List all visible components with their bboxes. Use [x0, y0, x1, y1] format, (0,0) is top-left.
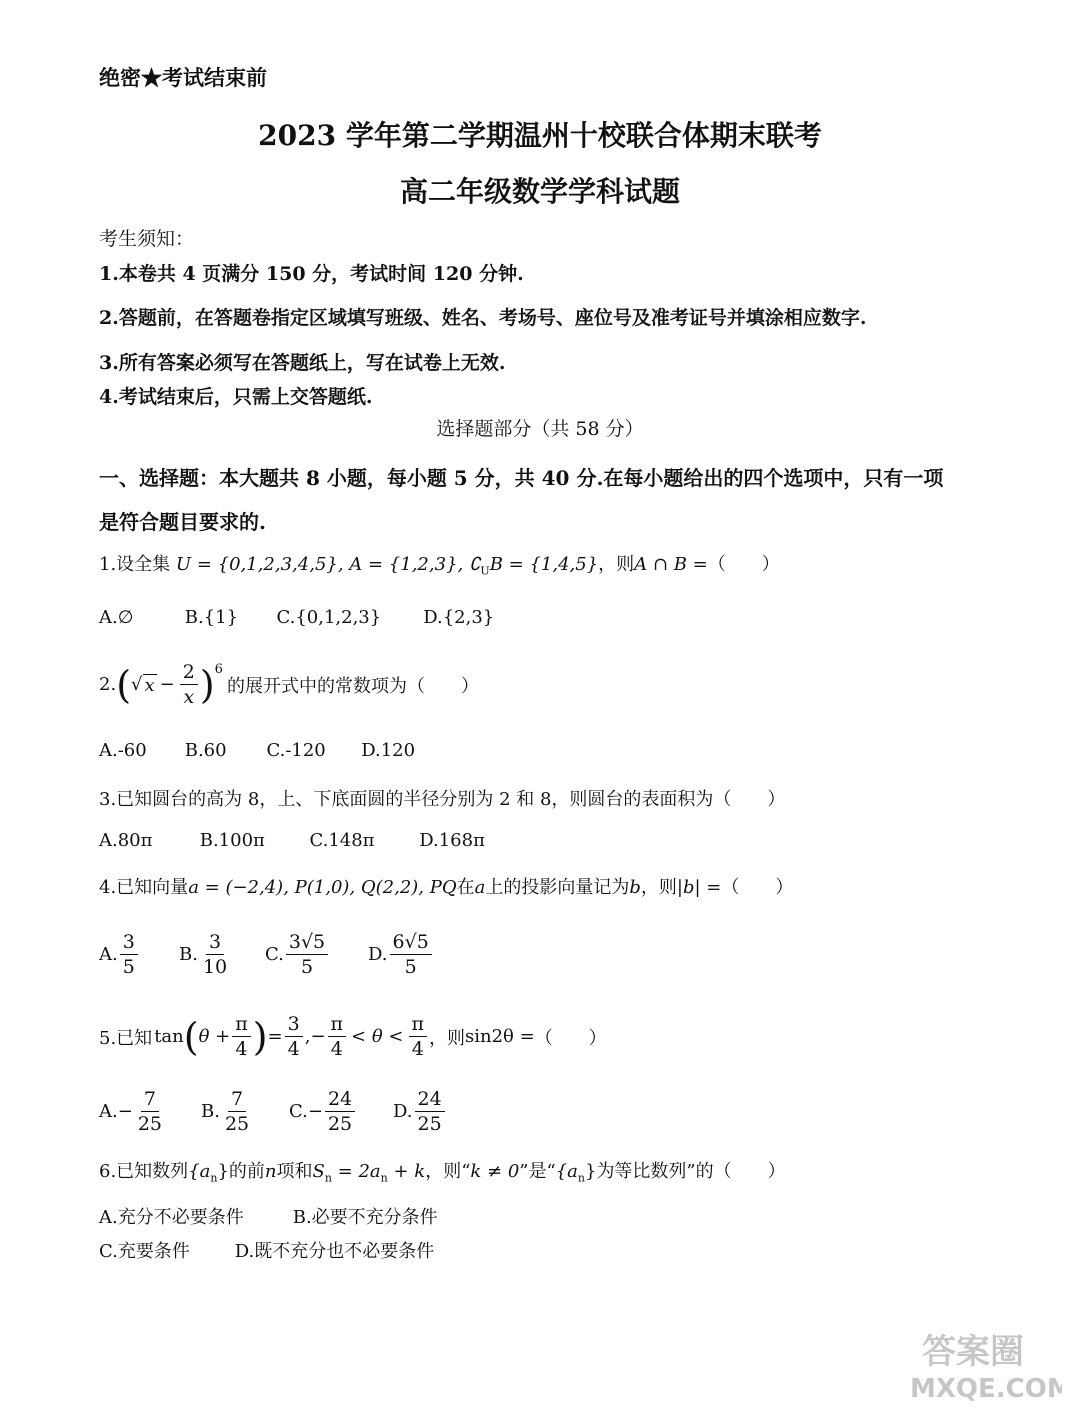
q6-text: ”是“ — [519, 1161, 556, 1182]
q2-fraction — [180, 660, 198, 709]
variable-n: n — [264, 1161, 277, 1182]
option-c: C.148π — [309, 830, 375, 851]
exam-subtitle: 高二年级数学学科试题 — [399, 175, 680, 208]
option-b — [179, 930, 265, 979]
fraction-numerator: π — [232, 1012, 251, 1037]
fraction-denominator: 25 — [327, 1113, 353, 1135]
watermark-site: MXQE.COM — [910, 1374, 1062, 1403]
answer-blank: （ ） — [721, 877, 794, 898]
option-d: D.既不充分也不必要条件 — [234, 1241, 435, 1262]
notice-item: 1.本卷共 4 页满分 150 分，考试时间 120 分钟. — [99, 263, 524, 285]
option-fraction — [415, 1087, 445, 1136]
q1-options — [99, 607, 494, 628]
part-one-instructions-cont: 是符合题目要求的. — [99, 510, 266, 534]
subscript-n: n — [210, 1171, 218, 1185]
fraction-numerator: 7 — [141, 1087, 159, 1112]
equals: = — [267, 1026, 283, 1047]
option-d — [393, 1087, 447, 1136]
q1-stem: 1.设全集 — [99, 554, 171, 575]
notice-item: 3.所有答案必须写在答题纸上，写在试卷上无效. — [99, 352, 506, 374]
fraction-denominator: 10 — [202, 956, 228, 978]
fraction-denominator: 25 — [137, 1113, 163, 1135]
right-paren: ) — [252, 1014, 268, 1059]
option-b: B.100π — [199, 830, 265, 851]
fraction-denominator: 5 — [122, 956, 135, 978]
watermark-graphic — [892, 1325, 1062, 1403]
q4-ask: |b| = — [676, 877, 722, 898]
q2-number: 2. — [99, 674, 117, 695]
option-d: D.120 — [361, 740, 416, 761]
q3-options — [99, 830, 485, 851]
question-6 — [99, 1157, 786, 1185]
option-fraction — [222, 1087, 252, 1136]
exam-title: 2023 学年第二学期温州十校联合体期末联考 — [258, 119, 822, 152]
option-label: C. — [265, 944, 284, 965]
pi-over-4 — [328, 1012, 347, 1061]
vector-b: b — [629, 877, 641, 898]
option-fraction — [200, 930, 230, 979]
option-sign: − — [117, 1101, 133, 1122]
answer-blank: （ ） — [534, 1027, 607, 1049]
theta-plus: θ + — [198, 1026, 231, 1047]
q2-exponent: 6 — [214, 662, 223, 677]
fraction-denominator: 4 — [235, 1038, 248, 1060]
watermark-logo — [892, 1325, 1062, 1403]
q4-stem: 4.已知向量 — [99, 877, 189, 898]
q6-options-row1 — [99, 1203, 438, 1229]
option-label: A. — [99, 944, 118, 965]
q1-ask: A ∩ B = — [634, 554, 708, 575]
option-fraction — [286, 930, 328, 979]
condition: k ≠ 0 — [470, 1161, 520, 1182]
fraction-denominator: 5 — [404, 956, 417, 978]
q1-complement: B = {1,4,5} — [489, 554, 599, 575]
answer-blank: （ ） — [707, 554, 780, 575]
q2-stem: 的展开式中的常数项为（ ） — [226, 675, 479, 697]
option-sign: − — [307, 1101, 323, 1122]
option-b: B.必要不充分条件 — [292, 1207, 438, 1228]
option-fraction — [120, 930, 138, 979]
q5-ask: sin2θ = — [465, 1026, 535, 1047]
fraction-numerator: 3 — [120, 930, 138, 955]
option-b: B.60 — [184, 740, 227, 761]
fraction-denominator: 5 — [300, 956, 314, 978]
fraction-numerator: 3 — [285, 1012, 303, 1037]
q4-text: 上的投影向量记为 — [485, 877, 630, 898]
option-c: C.充要条件 — [99, 1241, 190, 1262]
option-a: A.∅ — [99, 607, 134, 628]
left-paren: ( — [116, 662, 132, 707]
fraction-numerator: 24 — [415, 1087, 445, 1112]
question-3: 3.已知圆台的高为 8，上、下底面圆的半径分别为 2 和 8，则圆台的表面积为（ ） — [99, 789, 786, 810]
option-a: A.充分不必要条件 — [99, 1207, 244, 1228]
q4-options — [99, 930, 434, 979]
q6-stem: 6.已知数列 — [99, 1161, 189, 1182]
q2-options — [99, 740, 415, 761]
fraction-numerator: 3 — [206, 930, 224, 955]
fraction-numerator: 7 — [228, 1087, 246, 1112]
option-label: C. — [289, 1101, 308, 1122]
pi-over-4 — [409, 1012, 428, 1061]
fraction-denominator: x — [183, 686, 195, 708]
vector-a: a — [474, 877, 486, 898]
option-fraction — [325, 1087, 355, 1136]
tan-function: tan — [154, 1026, 184, 1047]
subscript-n: n — [380, 1171, 388, 1185]
q1-subscript: U — [480, 564, 490, 578]
sequence: {a — [555, 1161, 578, 1182]
sequence-brace: } — [217, 1161, 229, 1182]
option-c — [265, 930, 368, 979]
part-one-instructions: 一、选择题：本大题共 8 小题，每小题 5 分，共 40 分.在每小题给出的四个选项中，只有一项 — [99, 466, 944, 490]
q4-vectors: a = (−2,4), P(1,0), Q(2,2), PQ — [188, 877, 457, 898]
fraction-numerator: 3√5 — [286, 930, 328, 955]
q4-text: 在 — [456, 877, 475, 898]
option-fraction — [390, 930, 432, 979]
sum-formula: S — [312, 1161, 325, 1182]
theta-range: < θ < — [351, 1026, 404, 1047]
confidential-label: 绝密★考试结束前 — [99, 65, 267, 90]
question-2 — [99, 660, 479, 709]
option-b — [201, 1087, 289, 1136]
fraction-denominator: 25 — [224, 1113, 250, 1135]
subscript-n: n — [577, 1171, 585, 1185]
option-c: C.{0,1,2,3} — [276, 607, 382, 628]
option-d: D.{2,3} — [423, 607, 495, 628]
sum-formula: + k — [387, 1161, 426, 1182]
q5-stem: 5.已知 — [99, 1027, 153, 1049]
option-a — [99, 1087, 201, 1136]
option-a: A.80π — [99, 830, 153, 851]
notice-heading: 考生须知： — [99, 228, 195, 250]
pi-over-4 — [232, 1012, 251, 1061]
option-label: A. — [99, 1101, 118, 1122]
watermark-text: 答案圈 — [922, 1332, 1024, 1372]
option-d — [368, 930, 434, 979]
option-a: A.-60 — [99, 740, 147, 761]
sqrt-symbol: √ — [131, 674, 143, 695]
q2-radicand: x — [144, 674, 155, 696]
q1-sets: U = {0,1,2,3,4,5}, A = {1,2,3}, ∁ — [175, 554, 481, 575]
right-paren: ) — [199, 662, 215, 707]
option-b: B.{1} — [184, 607, 239, 628]
q6-text: 的前 — [228, 1161, 265, 1182]
option-d: D.168π — [419, 830, 485, 851]
fraction-denominator: 4 — [330, 1038, 343, 1060]
section-title: 选择题部分（共 58 分） — [436, 418, 644, 440]
q1-then: ，则 — [598, 554, 635, 575]
left-paren: ( — [183, 1014, 199, 1059]
fraction-numerator: 2 — [180, 660, 198, 685]
fraction-denominator: 4 — [287, 1038, 300, 1060]
q6-text: 为等比数列”的（ ） — [596, 1161, 786, 1182]
fraction-denominator: 4 — [411, 1038, 424, 1060]
option-label: B. — [201, 1101, 220, 1122]
option-c — [289, 1087, 393, 1136]
fraction-numerator: π — [409, 1012, 428, 1037]
q5-options — [99, 1087, 447, 1136]
q6-text: 项和 — [276, 1161, 313, 1182]
question-1 — [99, 550, 780, 578]
subscript-n: n — [324, 1171, 332, 1185]
fraction-numerator: 24 — [325, 1087, 355, 1112]
q5-then: ，则 — [429, 1027, 465, 1049]
q6-options-row2 — [99, 1237, 434, 1263]
fraction-numerator: 6√5 — [390, 930, 432, 955]
option-c: C.-120 — [266, 740, 326, 761]
sum-formula: = 2a — [331, 1161, 381, 1182]
notice-item: 4.考试结束后，只需上交答题纸. — [99, 386, 373, 408]
sequence-brace: } — [584, 1161, 597, 1182]
option-label: D. — [393, 1101, 413, 1122]
option-label: B. — [179, 944, 198, 965]
question-4 — [99, 873, 793, 899]
range-separator: ,− — [304, 1026, 326, 1047]
q2-minus: − — [159, 674, 175, 695]
fraction-denominator: 25 — [417, 1113, 442, 1135]
option-fraction — [135, 1087, 165, 1136]
option-label: D. — [368, 944, 388, 965]
question-5 — [99, 1012, 607, 1061]
notice-item: 2.答题前，在答题卷指定区域填写班级、姓名、考场号、座位号及准考证号并填涂相应数字. — [99, 307, 867, 329]
option-a — [99, 930, 179, 979]
sequence: {a — [188, 1161, 211, 1182]
q4-then: ，则 — [640, 877, 677, 898]
three-over-4 — [285, 1012, 303, 1061]
q6-text: ，则“ — [425, 1161, 471, 1182]
fraction-numerator: π — [328, 1012, 347, 1037]
